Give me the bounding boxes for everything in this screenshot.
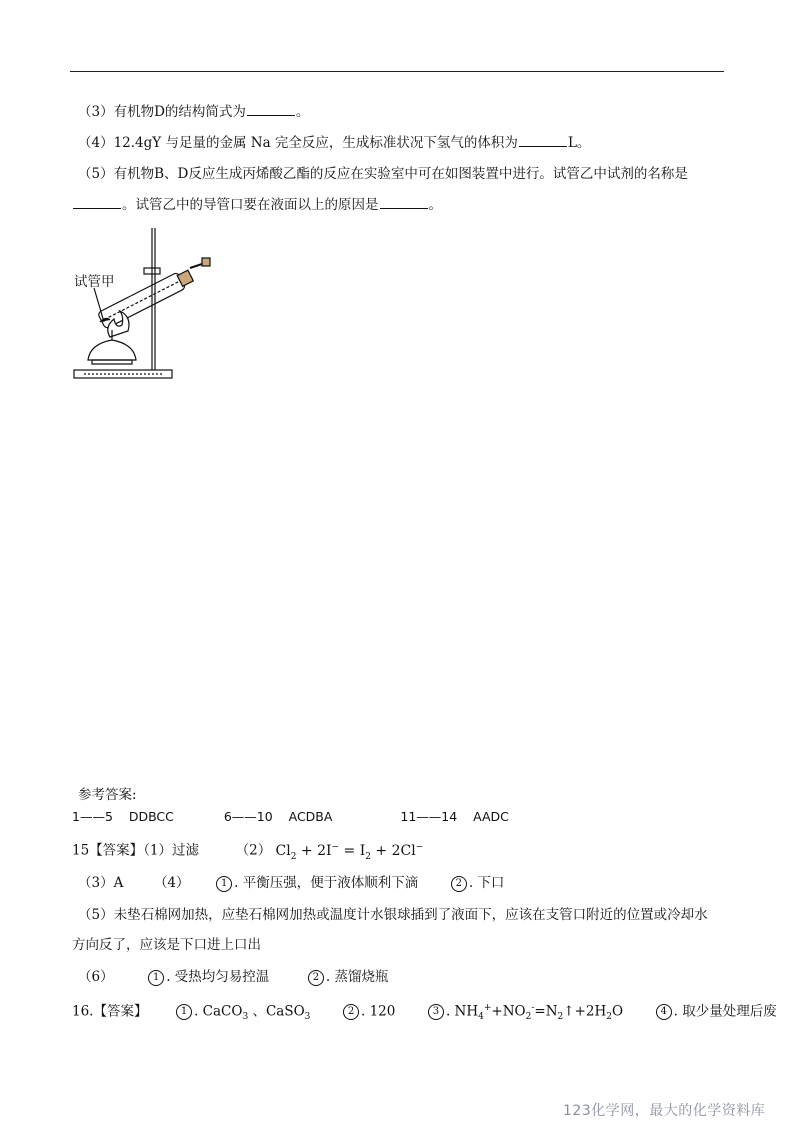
q16-c4: ↑+2H xyxy=(563,1003,607,1020)
q15-line-5 xyxy=(78,968,388,986)
q15-part-6: （6） xyxy=(78,969,114,985)
answer-set-3: AADC xyxy=(473,809,509,824)
q16-d: . 取少量处理后废 xyxy=(673,1003,777,1020)
sub: 2 xyxy=(606,1012,612,1023)
eq-cl2: + 2Cl xyxy=(370,842,416,859)
question-5-text2: 。试管乙中的导管口要在液面以上的原因是 xyxy=(122,197,379,213)
eq-i: + 2I xyxy=(296,842,332,859)
q15-part-6-a: . 受热均匀易控温 xyxy=(166,969,270,985)
q15-equation xyxy=(275,842,424,862)
q15-line-2 xyxy=(78,874,504,892)
sup: + xyxy=(483,1003,492,1013)
circled-number: 1 xyxy=(176,1004,192,1020)
circled-number: 2 xyxy=(451,876,467,892)
q15-title: 15【答案】 xyxy=(72,842,144,859)
sub: 3 xyxy=(304,1012,311,1023)
circled-number: 4 xyxy=(656,1004,672,1020)
range-3: 11——14 xyxy=(400,809,458,824)
answer-blank xyxy=(380,196,428,209)
answer-blank xyxy=(73,196,121,209)
q16-c2: +NO xyxy=(491,1003,526,1020)
q15-part-3: （3）A xyxy=(78,875,124,891)
question-4-text: （4）12.4gY 与足量的金属 Na 完全反应，生成标准状况下氢气的体积为 xyxy=(78,135,518,151)
answers-header-text: 参考答案: xyxy=(78,787,137,803)
answer-blank xyxy=(247,103,295,116)
q15-part-5-cont: 方向反了，应该是下口进上口出 xyxy=(72,937,261,953)
header-rule xyxy=(70,71,724,72)
eq-sub: 2 xyxy=(290,851,297,862)
question-5-end: 。 xyxy=(428,197,442,213)
sub: 4 xyxy=(478,1012,484,1023)
question-5-cont xyxy=(72,196,442,214)
q16-line-1 xyxy=(72,999,777,1026)
eq-sub: 2 xyxy=(365,851,371,862)
eq-sup: − xyxy=(415,842,424,852)
q16-b: . 120 xyxy=(361,1003,396,1020)
answers-row-1 xyxy=(72,808,509,826)
q16-a: . CaCO xyxy=(194,1003,243,1020)
q16-c5: O xyxy=(611,1003,624,1020)
circled-number: 1 xyxy=(216,876,232,892)
answer-set-2: ACDBA xyxy=(288,809,333,824)
sub: 3 xyxy=(242,1012,249,1023)
question-3-end: 。 xyxy=(295,104,310,120)
circled-number: 2 xyxy=(308,970,324,986)
sub: 2 xyxy=(525,1012,532,1023)
q15-part-1: （1）过滤 xyxy=(143,842,200,859)
range-2: 6——10 xyxy=(223,809,273,824)
q15-part-6-b: . 蒸馏烧瓶 xyxy=(325,969,389,985)
q16-title: 16.【答案】 xyxy=(72,1003,148,1020)
eq-cl: Cl xyxy=(275,842,291,859)
apparatus-drawing xyxy=(70,222,220,384)
q15-line-4 xyxy=(72,936,261,954)
sup: - xyxy=(531,1003,535,1013)
range-1: 1——5 xyxy=(72,809,113,824)
figure-label: 试管甲 xyxy=(74,274,115,290)
q15-line-3 xyxy=(78,906,708,924)
q15-part-4-a: . 平衡压强，便于液体顺利下滴 xyxy=(234,875,419,891)
circled-number: 1 xyxy=(148,970,164,986)
question-3-text: （3）有机物D的结构简式为 xyxy=(78,104,246,120)
watermark: 123化学网，最大的化学资料库 xyxy=(563,1103,766,1119)
circled-number: 2 xyxy=(343,1004,359,1020)
q16-c3: =N xyxy=(534,1003,558,1020)
answer-set-1: DDBCC xyxy=(128,809,174,824)
eq-sup: − xyxy=(331,842,340,852)
q15-part-5: （5）未垫石棉网加热，应垫石棉网加热或温度计水银球插到了液面下，应该在支管口附近的位置或冷却水 xyxy=(78,907,708,923)
q16-a2: 、CaSO xyxy=(248,1003,305,1020)
q15-part-2: （2） xyxy=(235,842,272,859)
question-3 xyxy=(78,103,309,121)
answers-header xyxy=(78,786,137,804)
question-5 xyxy=(78,165,688,183)
circled-number: 3 xyxy=(428,1004,444,1020)
answer-blank xyxy=(519,134,567,147)
question-4-end: L。 xyxy=(567,135,591,151)
q15-part-4-b: . 下口 xyxy=(468,875,505,891)
apparatus-figure xyxy=(70,222,220,384)
q16-c: . NH xyxy=(445,1003,479,1020)
question-5-text: （5）有机物B、D反应生成丙烯酸乙酯的反应在实验室中可在如图装置中进行。试管乙中试剂的名称是 xyxy=(78,166,688,182)
q15-part-4: （4） xyxy=(153,875,190,891)
eq-i2: = I xyxy=(339,842,366,859)
question-4 xyxy=(78,134,590,152)
sub: 2 xyxy=(557,1012,564,1023)
q15-line-1 xyxy=(72,838,423,865)
